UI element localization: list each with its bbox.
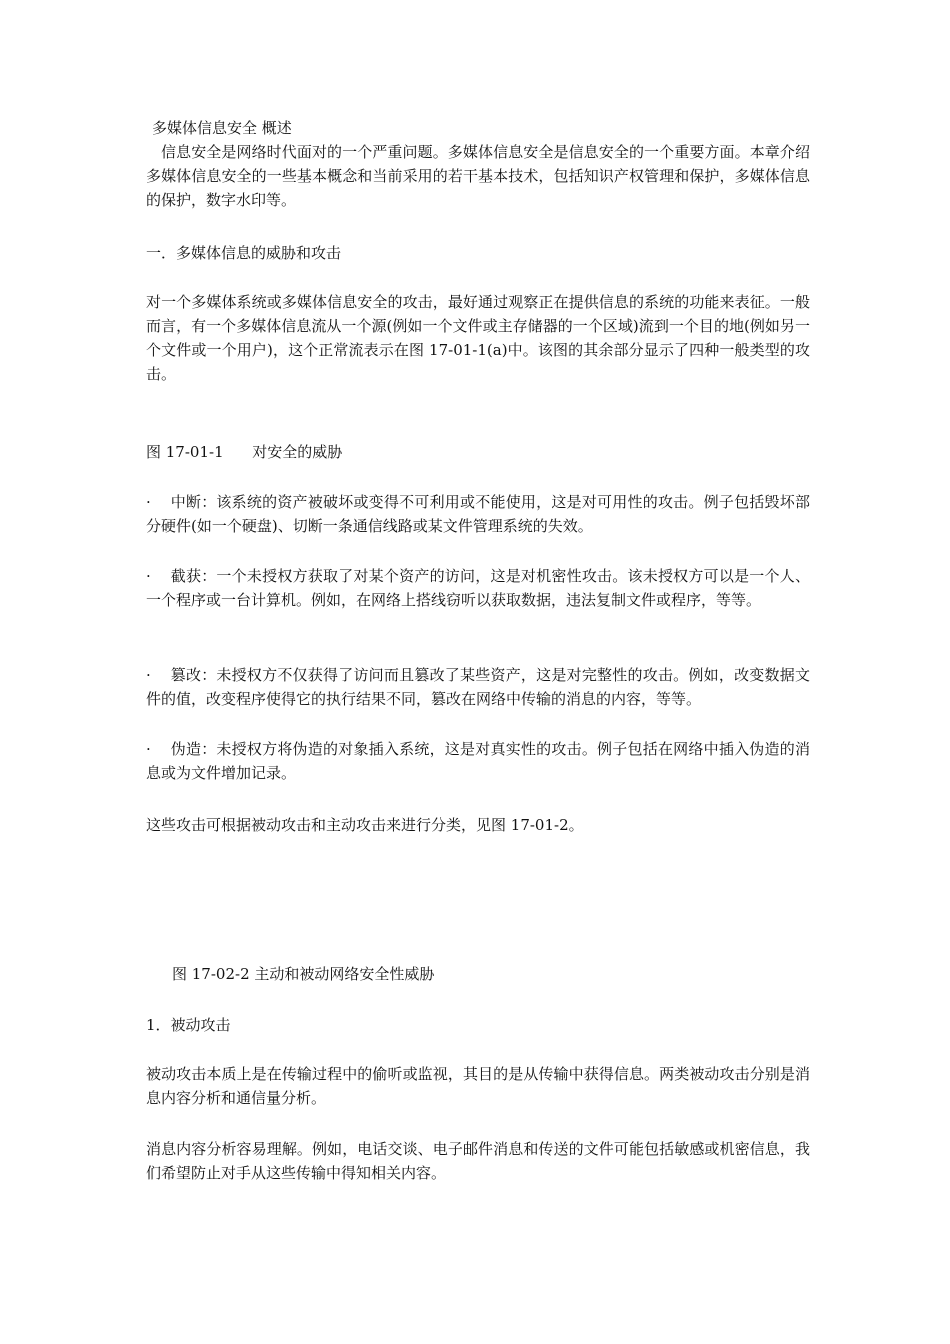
bullet-interception: · 截获：一个未授权方获取了对某个资产的访问，这是对机密性攻击。该未授权方可以是一个人、一个程序或一台计算机。例如，在网络上搭线窃听以获取数据，违法复制文件或程序，等等。 [146, 567, 810, 609]
passive-attack-paragraph: 被动攻击本质上是在传输过程中的偷听或监视，其目的是从传输中获得信息。两类被动攻击分别是消息内容分析和通信量分析。 [146, 1065, 810, 1107]
document-title: 多媒体信息安全 概述 [152, 119, 292, 137]
section-heading-threats: 一．多媒体信息的威胁和攻击 [146, 244, 342, 262]
message-content-paragraph: 消息内容分析容易理解。例如，电话交谈、电子邮件消息和传送的文件可能包括敏感或机密信息，我们希望防止对手从这些传输中得知相关内容。 [146, 1140, 810, 1182]
classification-paragraph: 这些攻击可根据被动攻击和主动攻击来进行分类，见图 17-01-2。 [146, 816, 584, 834]
intro-paragraph: 信息安全是网络时代面对的一个严重问题。多媒体信息安全是信息安全的一个重要方面。本章介绍多媒体信息安全的一些基本概念和当前采用的若干基本技术，包括知识产权管理和保护，多媒体信息的保护，数字水印等。 [146, 143, 810, 209]
figure-caption-2: 图 17-02-2 主动和被动网络安全性威胁 [172, 965, 435, 983]
threats-paragraph: 对一个多媒体系统或多媒体信息安全的攻击，最好通过观察正在提供信息的系统的功能来表征。一般而言，有一个多媒体信息流从一个源(例如一个文件或主存储器的一个区域)流到一个目的地(例如另一个文件或一个用户)，这个正常流表示在图 17-01-1(a)中。该图的其余部分显示了四种一般类型的攻击。 [146, 293, 810, 383]
bullet-interruption: · 中断：该系统的资产被破坏或变得不可利用或不能使用，这是对可用性的攻击。例子包括毁坏部分硬件(如一个硬盘)、切断一条通信线路或某文件管理系统的失效。 [146, 493, 810, 535]
figure-caption-1: 图 17-01-1 对安全的威胁 [146, 443, 343, 461]
subsection-heading-passive: 1．被动攻击 [146, 1016, 231, 1034]
bullet-fabrication: · 伪造：未授权方将伪造的对象插入系统，这是对真实性的攻击。例子包括在网络中插入伪造的消息或为文件增加记录。 [146, 740, 810, 782]
bullet-modification: · 篡改：未授权方不仅获得了访问而且篡改了某些资产，这是对完整性的攻击。例如，改变数据文件的值，改变程序使得它的执行结果不同，篡改在网络中传输的消息的内容，等等。 [146, 666, 810, 708]
